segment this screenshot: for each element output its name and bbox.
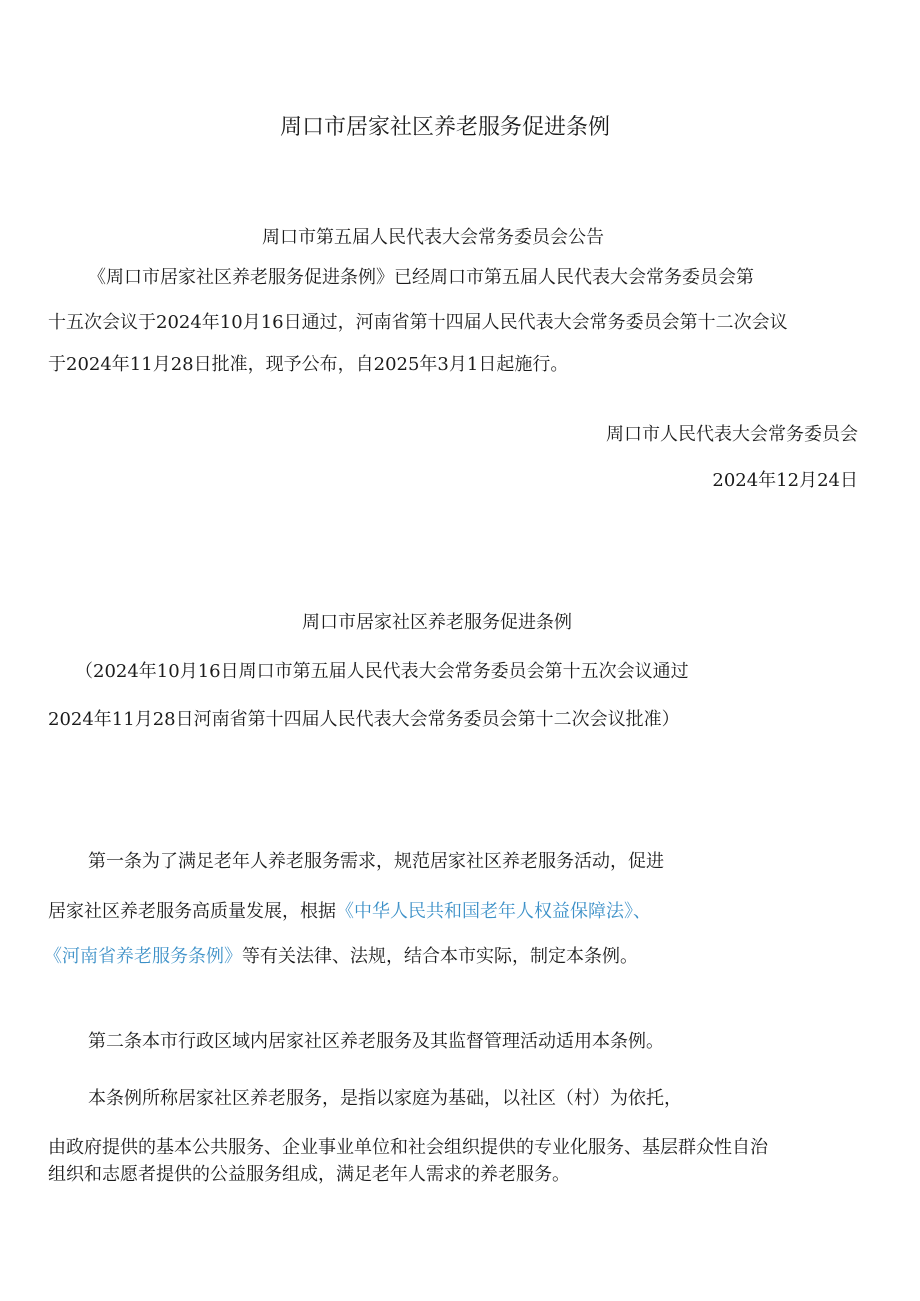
law-link-henan-elderly-service[interactable]: 《河南省养老服务条例》 xyxy=(44,946,242,967)
notice-line-2: 十五次会议于2024年10月16日通过，河南省第十四届人民代表大会常务委员会第十二次会议 xyxy=(48,312,788,333)
notice-line-1: 《周口市居家社区养老服务促进条例》已经周口市第五届人民代表大会常务委员会第 xyxy=(88,267,754,288)
article-1-line-2 xyxy=(48,900,651,924)
notice-heading: 周口市第五届人民代表大会常务委员会公告 xyxy=(262,227,604,248)
law-link-elderly-rights[interactable]: 《中华人民共和国老年人权益保障法》、 xyxy=(336,901,651,922)
regulation-passage-line-2: 2024年11月28日河南省第十四届人民代表大会常务委员会第十二次会议批准） xyxy=(48,709,680,730)
article-1-line-3 xyxy=(44,945,638,969)
article-2-line-1: 第二条本市行政区域内居家社区养老服务及其监督管理活动适用本条例。 xyxy=(88,1031,664,1052)
article-2-line-3: 由政府提供的基本公共服务、企业事业单位和社会组织提供的专业化服务、基层群众性自治 xyxy=(48,1137,768,1158)
article-1-line-3-text: 等有关法律、法规，结合本市实际，制定本条例。 xyxy=(242,946,638,967)
article-2-line-2: 本条例所称居家社区养老服务，是指以家庭为基础，以社区（村）为依托， xyxy=(88,1088,682,1109)
document-title: 周口市居家社区养老服务促进条例 xyxy=(280,115,611,140)
notice-signature: 周口市人民代表大会常务委员会 xyxy=(606,424,858,445)
regulation-title: 周口市居家社区养老服务促进条例 xyxy=(302,612,572,633)
article-1-line-2-text: 居家社区养老服务高质量发展，根据 xyxy=(48,901,336,922)
article-2-line-4: 组织和志愿者提供的公益服务组成，满足老年人需求的养老服务。 xyxy=(48,1164,570,1185)
article-1-line-1: 第一条为了满足老年人养老服务需求，规范居家社区养老服务活动，促进 xyxy=(88,851,664,872)
regulation-passage-line-1: （2024年10月16日周口市第五届人民代表大会常务委员会第十五次会议通过 xyxy=(75,661,689,682)
notice-date: 2024年12月24日 xyxy=(712,470,858,491)
notice-line-3: 于2024年11月28日批准，现予公布，自2025年3月1日起施行。 xyxy=(48,354,569,375)
